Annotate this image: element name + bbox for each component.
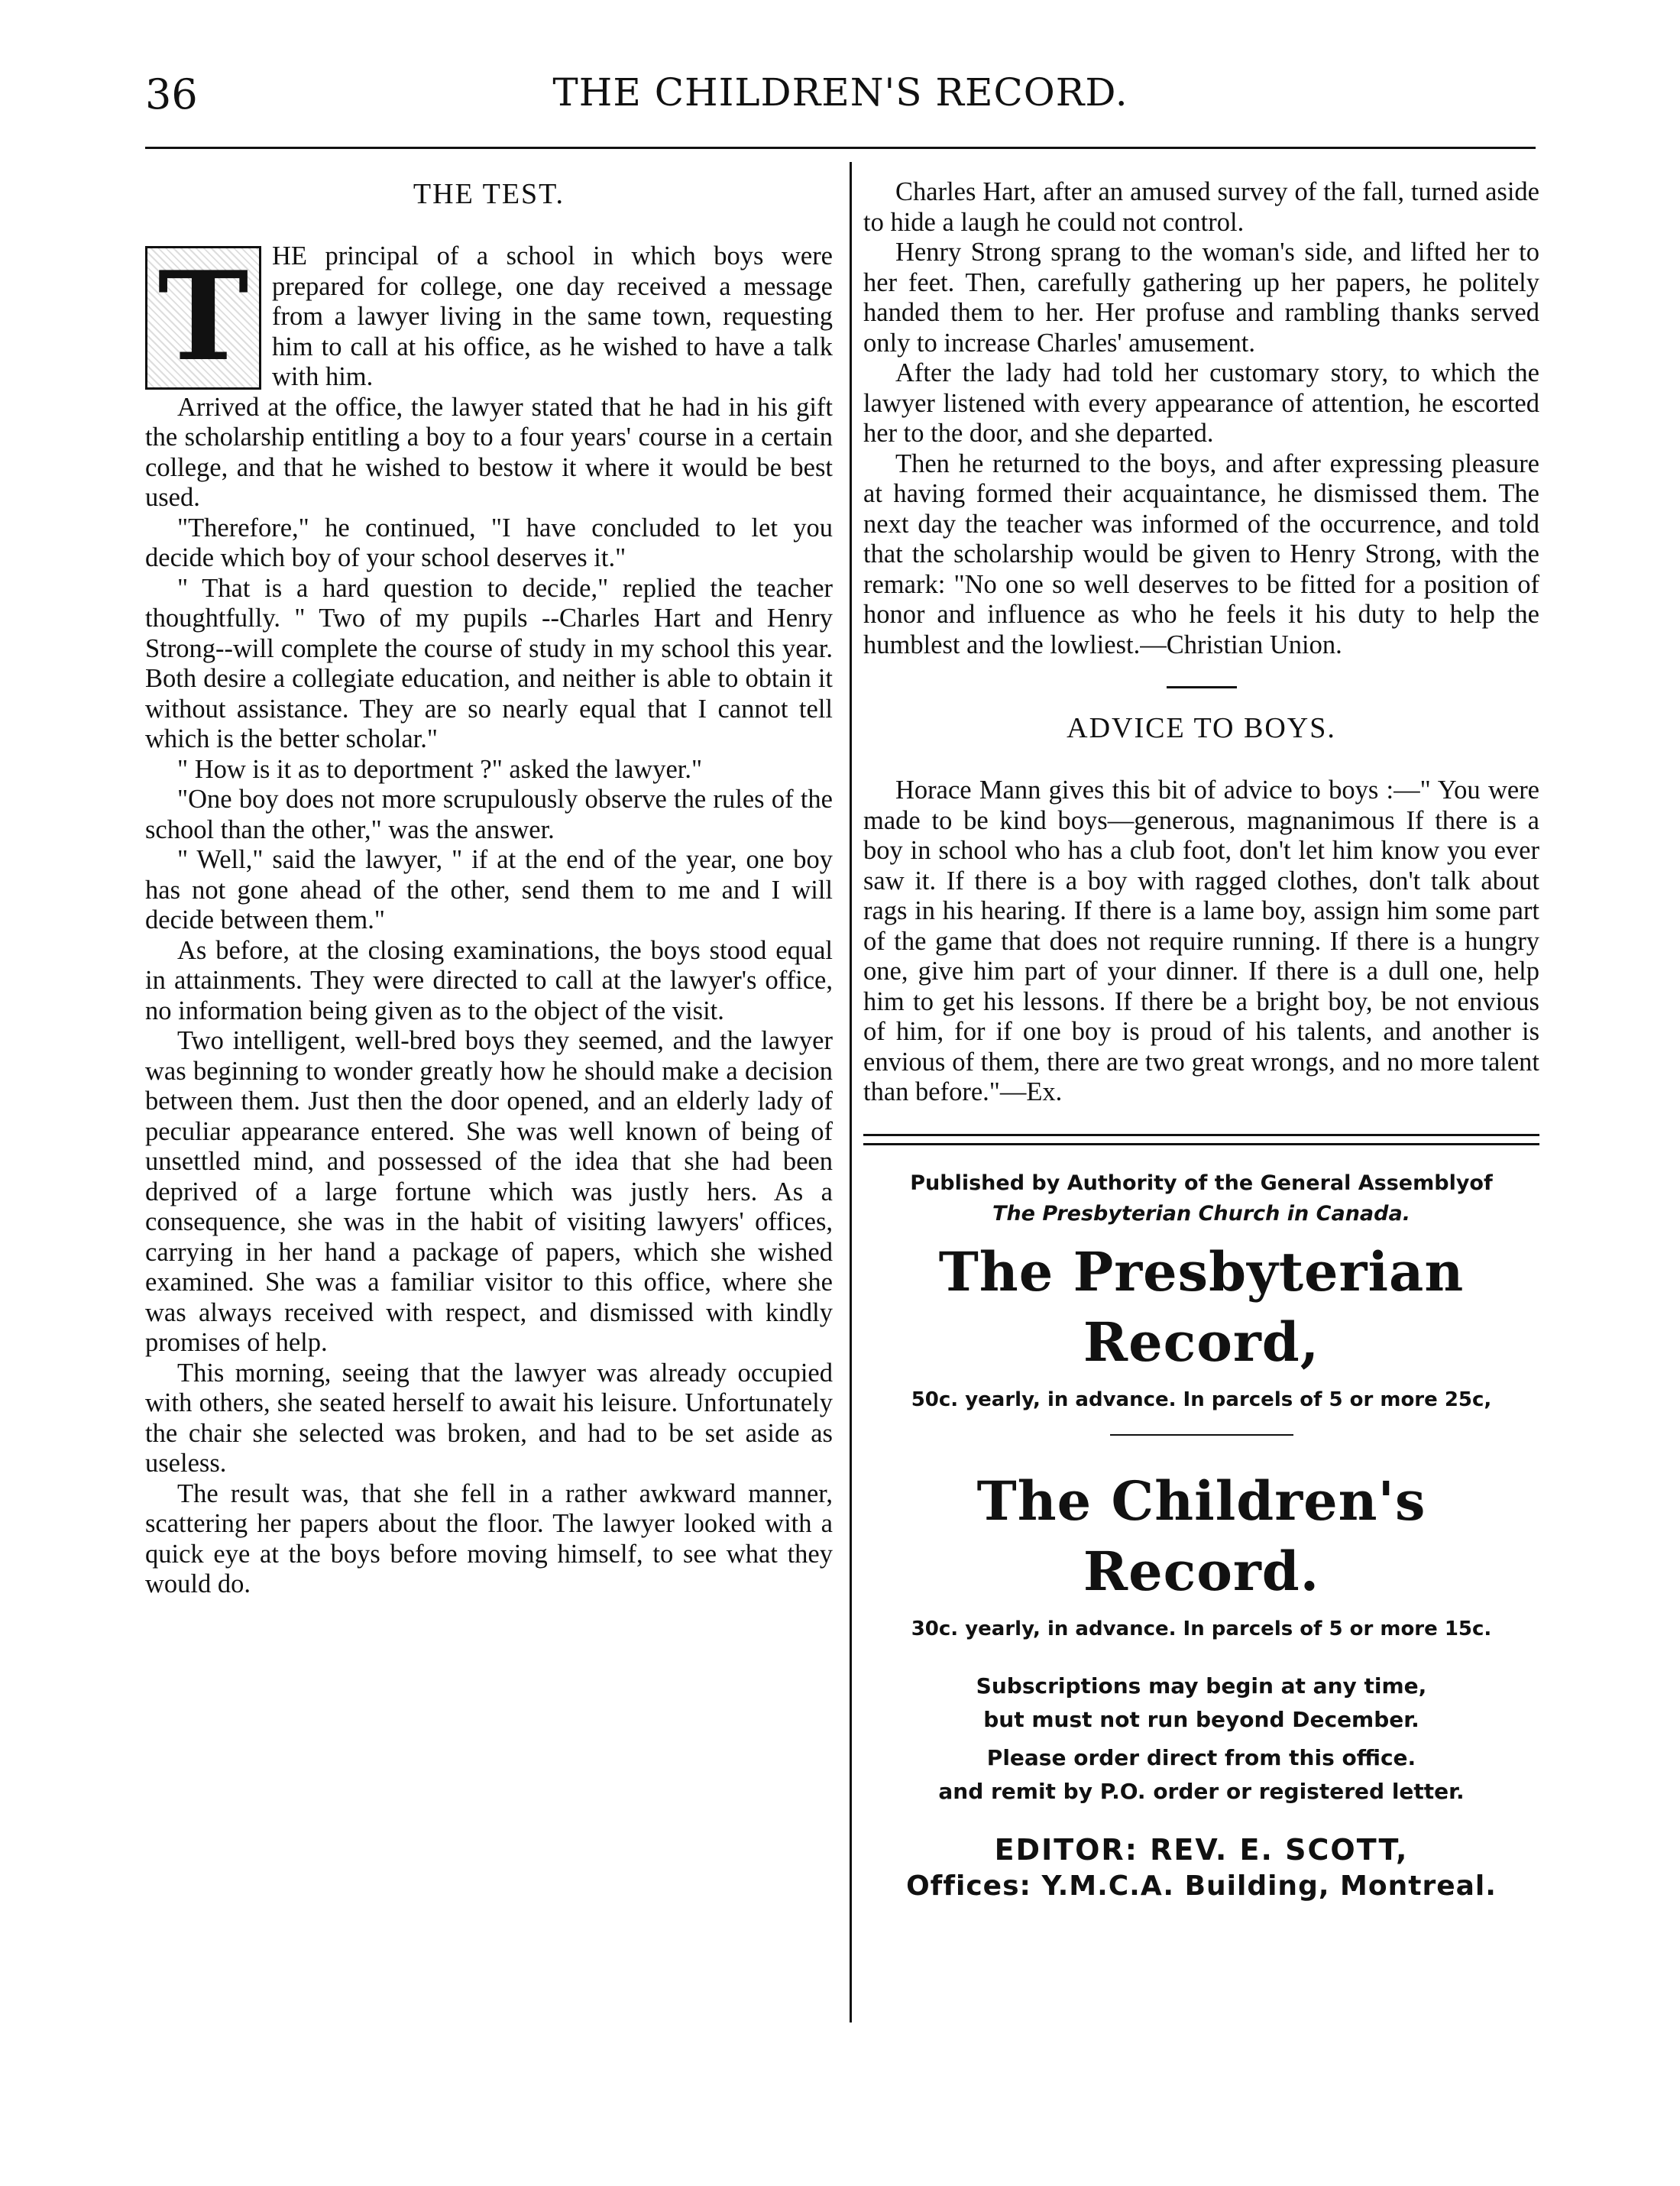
drop-cap-initial: T [145, 246, 261, 390]
article-title-advice-to-boys: ADVICE TO BOYS. [1067, 712, 1336, 744]
church-line: The Presbyterian Church in Canada. [992, 1201, 1410, 1226]
article-paragraph: Then he returned to the boys, and after expressing pleasure at having formed their acquaintance, he dismissed them. The next day the teacher was informed of the occurrence, and told that the scholarship would be given to Henry Strong, with the remark: "No one so well deserves to be fitted for a position of honor and influence as who he feels it his duty to help the humblest and the lowliest.—Christian Union. [863, 449, 1539, 659]
publisher-separator [1110, 1434, 1293, 1436]
article-paragraph: The result was, that she fell in a rather awkward manner, scattering her papers about the floor. The lawyer looked with a quick eye at the boys before moving himself, to see what they would do. [145, 1478, 833, 1598]
presbyterian-record-masthead: The Presbyterian Record, [938, 1239, 1465, 1374]
column-divider [850, 162, 852, 2022]
paragraph-text: HE principal of a school in which boys were prepared for college, one day received a message from a lawyer living in the same town, requesting him to call at his office, as he wished to have a talk with him. [272, 241, 833, 391]
article-paragraph [145, 241, 833, 393]
section-separator [1167, 686, 1237, 688]
header-rule [145, 147, 1536, 149]
article-paragraph: " How is it as to deportment ?" asked the lawyer." [177, 754, 703, 784]
article-paragraph: Horace Mann gives this bit of advice to boys :—" You were made to be kind boys—generous, magnanimous If there is a boy in school who has a club foot, don't let him know you ever saw it. If there is a boy with ragged clothes, don't talk about rags in his hearing. If there is a lame boy, assign him some part of the game that does not require running. If there is a hungry one, give him part of your dinner. If there is a dull one, help him to get his lessons. If there be a bright boy, be not envious of him, for if one boy is proud of his talents, and another is envious of them, there are two great wrongs, and no more talent than before."—Ex. [863, 776, 1539, 1106]
order-notice-2: and remit by P.O. order or registered letter. [938, 1778, 1465, 1804]
article-paragraph: Two intelligent, well-bred boys they seemed, and the lawyer was beginning to wonder greatly how he should make a decision between them. Just then the door opened, and an elderly lady of peculiar appearance entered. She was well known of being of unsettled mind, and possessed of the idea that she had been deprived of a large fortune which was justly hers. As a consequence, she was in the habit of visiting lawyers' offices, carrying in her hand a package of papers, which she wished examined. She was a familiar visitor to this office, where she was always received with respect, and dismissed with kindly promises of help. [145, 1026, 833, 1357]
double-rule-separator [863, 1134, 1539, 1145]
left-column [145, 177, 833, 1600]
right-column [863, 177, 1539, 1905]
editor-line: EDITOR: REV. E. SCOTT, [994, 1832, 1409, 1867]
article-paragraph: As before, at the closing examinations, the boys stood equal in attainments. They were directed to call at the lawyer's office, no information being given as to the object of the visit. [145, 935, 833, 1025]
authority-line: Published by Authority of the General Assemblyof [910, 1171, 1493, 1195]
childrens-record-price: 30c. yearly, in advance. In parcels of 5 or more 15c. [911, 1617, 1492, 1640]
childrens-record-masthead: The Children's Record. [976, 1469, 1426, 1603]
presbyterian-record-price: 50c. yearly, in advance. In parcels of 5 or more 25c, [911, 1388, 1492, 1411]
article-title-the-test: THE TEST. [413, 178, 565, 210]
page-header [145, 70, 1536, 124]
order-notice-1: Please order direct from this office. [986, 1744, 1416, 1770]
subscription-notice-1: Subscriptions may begin at any time, [976, 1673, 1427, 1699]
article-paragraph: After the lady had told her customary story, to which the lawyer listened with every appearance of attention, he escorted her to the door, and she departed. [863, 358, 1539, 448]
article-paragraph: Charles Hart, after an amused survey of the fall, turned aside to hide a laugh he could not control. [863, 177, 1539, 237]
page-number: 36 [145, 70, 198, 118]
article-paragraph: "Therefore," he continued, "I have concluded to let you decide which boy of your school deserves it." [145, 513, 833, 572]
article-paragraph: Arrived at the office, the lawyer stated that he had in his gift the scholarship entitling a boy to a four years' course in a certain college, and that he wished to bestow it where it would be best used. [145, 392, 833, 512]
article-paragraph: Henry Strong sprang to the woman's side, and lifted her to her feet. Then, carefully gathering up her papers, he politely handed them to her. Her profuse and rambling thanks served only to increase Charles' amusement. [863, 238, 1539, 358]
article-paragraph: " That is a hard question to decide," replied the teacher thoughtfully. " Two of my pupils --Charles Hart and Henry Strong--will complete the course of study in my school this year. Both desire a collegiate education, and neither is able to obtain it without assistance. They are so nearly equal that I cannot tell which is the better scholar." [145, 573, 833, 753]
article-paragraph: This morning, seeing that the lawyer was already occupied with others, she seated herself to await his leisure. Unfortunately the chair she selected was broken, and had to be set aside as useless. [145, 1358, 833, 1478]
article-paragraph: " Well," said the lawyer, " if at the end of the year, one boy has not gone ahead of the other, send them to me and I will decide between them." [145, 845, 833, 934]
article-paragraph: "One boy does not more scrupulously observe the rules of the school than the other," was the answer. [145, 785, 833, 844]
subscription-notice-2: but must not run beyond December. [983, 1706, 1419, 1732]
running-head-title: THE CHILDREN'S RECORD. [552, 70, 1128, 115]
offices-line: Offices: Y.M.C.A. Building, Montreal. [906, 1870, 1497, 1902]
publisher-box [863, 1168, 1539, 1905]
